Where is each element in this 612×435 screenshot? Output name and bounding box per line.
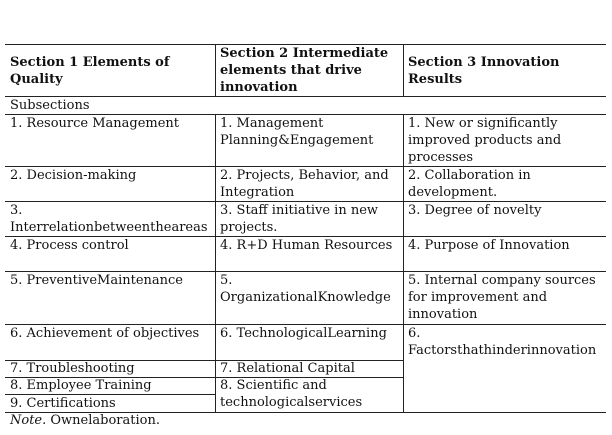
table-cell: 2. Projects, Behavior, and Integration	[220, 168, 389, 200]
header-section-2: Section 2 Intermediate elements that drive innovation	[220, 46, 389, 95]
table-cell: 3. Staff initiative in new projects.	[220, 203, 379, 235]
header-section-1: Section 1 Elements of Quality	[10, 55, 170, 87]
table-cell: 7. Troubleshooting	[10, 361, 135, 376]
table-cell: 5. OrganizationalKnowledge	[220, 273, 391, 305]
table-cell: 5. PreventiveMaintenance	[10, 273, 183, 288]
table-cell: 4. Process control	[10, 238, 129, 253]
subsections-label: Subsections	[10, 98, 90, 113]
header-section-3: Section 3 Innovation Results	[408, 55, 560, 87]
table-cell: 7. Relational Capital	[220, 361, 355, 376]
table-cell: 2. Collaboration in development.	[408, 168, 531, 200]
table-cell: 1. New or significantly improved products and processes	[408, 116, 562, 165]
innovation-table	[5, 44, 606, 419]
table-cell: 4. R+D Human Resources	[220, 238, 393, 253]
table-cell: 9. Certifications	[10, 396, 116, 411]
table-cell: 4. Purpose of Innovation	[408, 238, 570, 253]
table-cell: 6. Factorsthathinderinnovation	[408, 326, 597, 358]
table-cell: 8. Scientific and technologicalservices	[220, 378, 363, 410]
table-cell: 3. Degree of novelty	[408, 203, 542, 218]
table-cell: 8. Employee Training	[10, 378, 152, 393]
table-cell: 3. Interrelationbetweentheareas	[10, 203, 208, 235]
table-cell: 5. Internal company sources for improvement and innovation	[408, 273, 596, 322]
table-cell: 1. Management Planning&Engagement	[220, 116, 374, 148]
table-cell: 1. Resource Management	[10, 116, 180, 131]
note-label: Note.	[10, 413, 47, 428]
table-cell: 2. Decision-making	[10, 168, 137, 183]
note-text: Ownelaboration.	[46, 413, 160, 428]
table-cell: 6. TechnologicalLearning	[220, 326, 387, 341]
table-cell: 6. Achievement of objectives	[10, 326, 200, 341]
table-note	[10, 413, 160, 428]
